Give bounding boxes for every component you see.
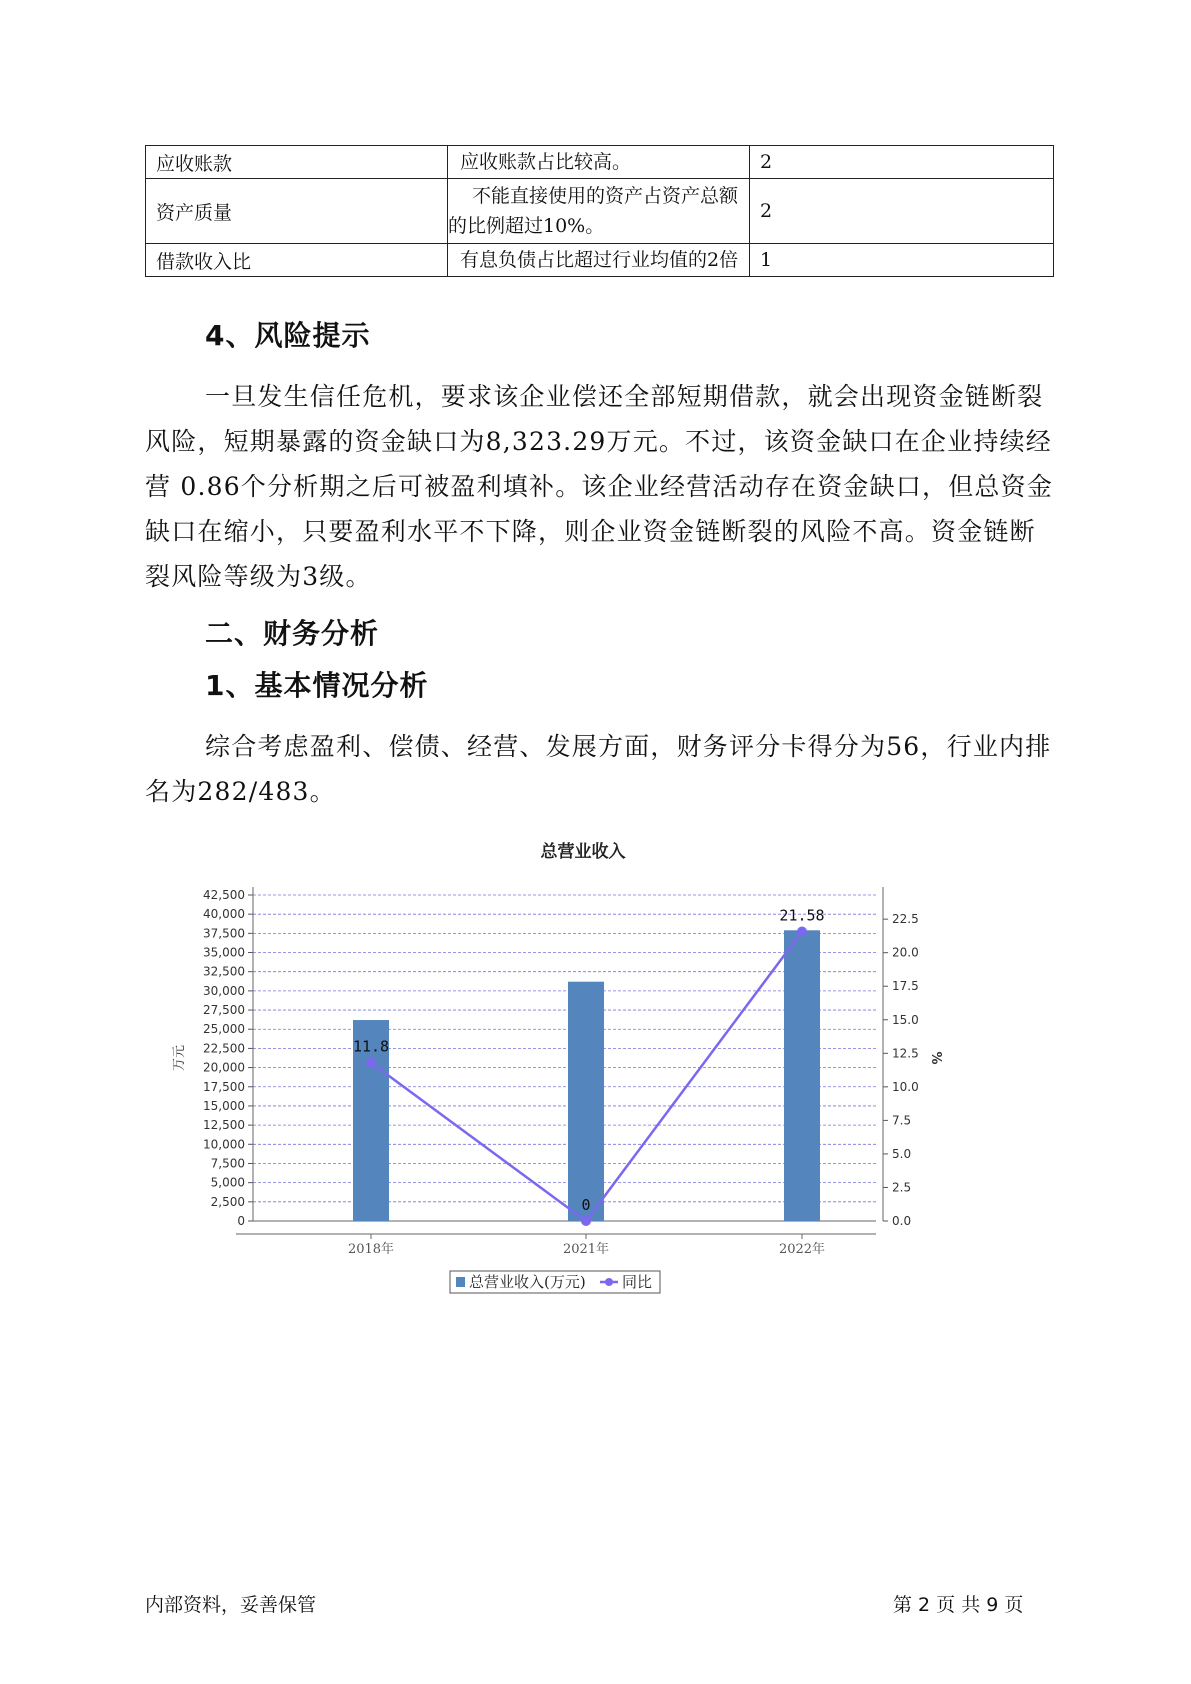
y-left-tick-label: 22,500 (203, 1041, 245, 1056)
y-left-tick-label: 5,000 (210, 1175, 245, 1190)
table-cell-score: 2 (750, 179, 1054, 244)
y-right-tick-label: 20.0 (892, 945, 919, 960)
revenue-bar (784, 930, 820, 1221)
footer-page-number: 第 2 页 共 9 页 (893, 1594, 1024, 1616)
footer-confidential: 内部资料，妥善保管 (145, 1594, 317, 1616)
table-row (146, 146, 1054, 179)
section-heading-finance: 二、财务分析 (205, 617, 380, 650)
y-left-tick-label: 7,500 (210, 1156, 245, 1171)
y-left-tick-label: 37,500 (203, 926, 245, 941)
yoy-point (797, 926, 807, 936)
legend-swatch-point (605, 1278, 613, 1286)
y-right-tick-label: 22.5 (892, 912, 919, 927)
revenue-bar (568, 982, 604, 1221)
chart-title: 总营业收入 (540, 842, 626, 862)
y-right-tick-label: 15.0 (892, 1012, 919, 1027)
y-right-tick-label: 2.5 (892, 1180, 912, 1195)
table-cell-desc-line: 不能直接使用的资产占资产总额 (472, 185, 739, 207)
yoy-data-label: 11.8 (352, 1037, 390, 1056)
legend-label-revenue: 总营业收入(万元) (469, 1273, 586, 1291)
y-left-tick-label: 17,500 (203, 1079, 245, 1094)
legend-label-yoy: 同比 (622, 1273, 653, 1291)
x-tick-label: 2021年 (562, 1242, 610, 1257)
legend-swatch-bar (456, 1277, 465, 1287)
x-tick-label: 2018年 (347, 1242, 395, 1257)
risk-indicator-table (145, 145, 1054, 277)
yoy-data-label: 0 (581, 1196, 591, 1214)
y-right-tick-label: 12.5 (892, 1046, 919, 1061)
y-right-tick-label: 10.0 (892, 1079, 919, 1094)
yoy-point (581, 1216, 591, 1226)
y-left-axis-label: 万元 (172, 1044, 187, 1072)
table-cell-desc: 有息负债占比超过行业均值的2倍 (448, 244, 750, 277)
y-left-tick-label: 40,000 (203, 907, 245, 922)
yoy-data-label: 21.58 (779, 906, 825, 925)
y-right-tick-label: 7.5 (892, 1113, 912, 1128)
y-left-tick-label: 25,000 (203, 1022, 245, 1037)
y-right-tick-label: 17.5 (892, 979, 919, 994)
table-row (146, 244, 1054, 277)
table-cell-desc-line: 的比例超过10%。 (448, 215, 605, 237)
revenue-chart (170, 838, 1030, 1298)
y-left-tick-label: 20,000 (203, 1060, 245, 1075)
y-right-axis-label: % (928, 1051, 943, 1065)
table-cell-score: 2 (750, 146, 1054, 179)
revenue-chart-svg (170, 838, 1030, 1298)
section-heading-risk: 4、风险提示 (205, 319, 371, 352)
y-left-tick-label: 35,000 (203, 945, 245, 960)
y-left-tick-label: 32,500 (203, 964, 245, 979)
y-left-tick-label: 2,500 (210, 1194, 245, 1209)
table-cell-score: 1 (750, 244, 1054, 277)
y-left-tick-label: 42,500 (203, 888, 245, 902)
yoy-point (366, 1058, 376, 1068)
y-left-tick-label: 12,500 (203, 1118, 245, 1133)
y-left-tick-label: 0 (237, 1214, 245, 1228)
finance-paragraph: 综合考虑盈利、偿债、经营、发展方面，财务评分卡得分为56，行业内排名为282/483。 (145, 732, 1052, 806)
risk-paragraph: 一旦发生信任危机，要求该企业偿还全部短期借款，就会出现资金链断裂风险，短期暴露的资金缺口为8,323.29万元。不过，该资金缺口在企业持续经营 0.86个分析期之后可被盈利填补。该企业经营活动存在资金缺口，但总资金缺口在缩小，只要盈利水平不下降，则企业资金链断裂的风险不高。资金链断裂风险等级为3级。 (145, 382, 1054, 591)
y-left-tick-label: 10,000 (203, 1137, 245, 1152)
table-cell-item: 借款收入比 (146, 244, 448, 277)
y-right-tick-label: 0.0 (892, 1214, 912, 1228)
table-cell-desc: 应收账款占比较高。 (448, 146, 750, 179)
y-left-tick-label: 27,500 (203, 1003, 245, 1018)
sub-heading-basic: 1、基本情况分析 (205, 669, 429, 702)
y-left-tick-label: 15,000 (203, 1098, 245, 1113)
table-row (146, 179, 1054, 244)
y-right-tick-label: 5.0 (892, 1146, 912, 1161)
table-cell-item: 资产质量 (146, 179, 448, 244)
table-cell-item: 应收账款 (146, 146, 448, 179)
x-tick-label: 2022年 (778, 1242, 826, 1257)
y-left-tick-label: 30,000 (203, 983, 245, 998)
table-cell-desc (448, 179, 750, 244)
